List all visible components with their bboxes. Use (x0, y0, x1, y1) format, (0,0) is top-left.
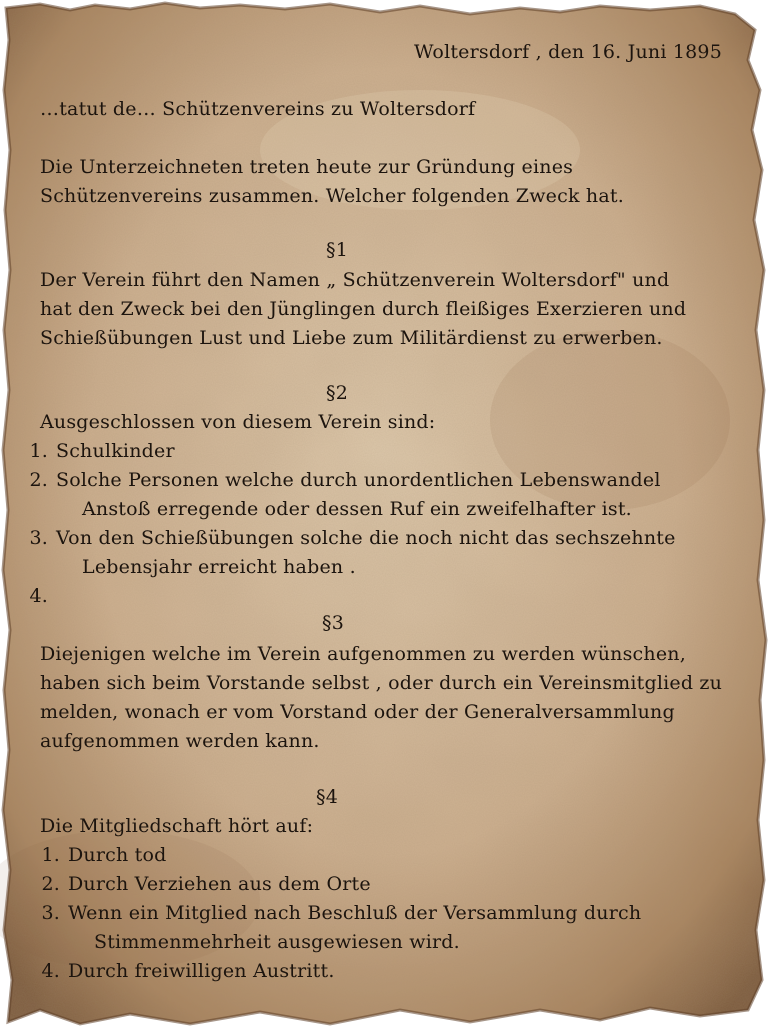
section-heading: §1 (326, 239, 348, 261)
section-line: hat den Zweck bei den Jünglingen durch fleißiges Exerzieren und (40, 298, 687, 320)
list-item (32, 841, 167, 870)
intro-line: Schützenvereins zusammen. Welcher folgenden Zweck hat. (40, 185, 624, 207)
list-number: 3. (41, 902, 60, 924)
list-item (20, 524, 676, 553)
list-number: 4. (41, 960, 60, 982)
list-number: 1. (41, 844, 60, 866)
section-line: Ausgeschlossen von diesem Verein sind: (40, 411, 436, 433)
section-heading: §2 (326, 382, 348, 404)
section-line: haben sich beim Vorstande selbst , oder durch ein Vereinsmitglied zu (40, 672, 723, 694)
list-item (32, 899, 641, 928)
list-item (32, 870, 371, 899)
list-text-continued: Lebensjahr erreicht haben . (82, 556, 356, 578)
date-line: Woltersdorf , den 16. Juni 1895 (413, 41, 722, 63)
section-line: Der Verein führt den Namen „ Schützenverein Woltersdorf" und (40, 269, 670, 291)
list-text: Solche Personen welche durch unordentlichen Lebenswandel (56, 469, 661, 491)
intro-line: Die Unterzeichneten treten heute zur Gründung eines (40, 156, 574, 178)
section-line: Die Mitgliedschaft hört auf: (40, 815, 314, 837)
document-title: …tatut de… Schützenvereins zu Woltersdorf (40, 98, 476, 120)
list-item (32, 957, 335, 986)
section-line: aufgenommen werden kann. (40, 730, 320, 752)
list-item (20, 466, 661, 495)
list-item (20, 437, 175, 466)
list-text-continued: Stimmenmehrheit ausgewiesen wird. (94, 931, 460, 953)
list-text: Von den Schießübungen solche die noch nicht das sechszehnte (56, 527, 676, 549)
list-number: 2. (41, 873, 60, 895)
list-text-continued: Anstoß erregende oder dessen Ruf ein zweifelhafter ist. (82, 498, 632, 520)
section-line: Schießübungen Lust und Liebe zum Militärdienst zu erwerben. (40, 327, 663, 349)
list-text: Schulkinder (56, 440, 175, 462)
list-text: Durch Verziehen aus dem Orte (68, 873, 371, 895)
section-line: melden, wonach er vom Vorstand oder der Generalversammlung (40, 701, 675, 723)
list-number: 4. (29, 585, 48, 607)
list-number: 3. (29, 527, 48, 549)
list-number: 1. (29, 440, 48, 462)
list-item (20, 582, 56, 611)
list-text: Wenn ein Mitglied nach Beschluß der Versammlung durch (68, 902, 642, 924)
section-heading: §3 (322, 612, 344, 634)
list-text: Durch tod (68, 844, 167, 866)
list-text: Durch freiwilligen Austritt. (68, 960, 335, 982)
section-line: Diejenigen welche im Verein aufgenommen zu werden wünschen, (40, 643, 686, 665)
list-number: 2. (29, 469, 48, 491)
section-heading: §4 (316, 786, 338, 808)
